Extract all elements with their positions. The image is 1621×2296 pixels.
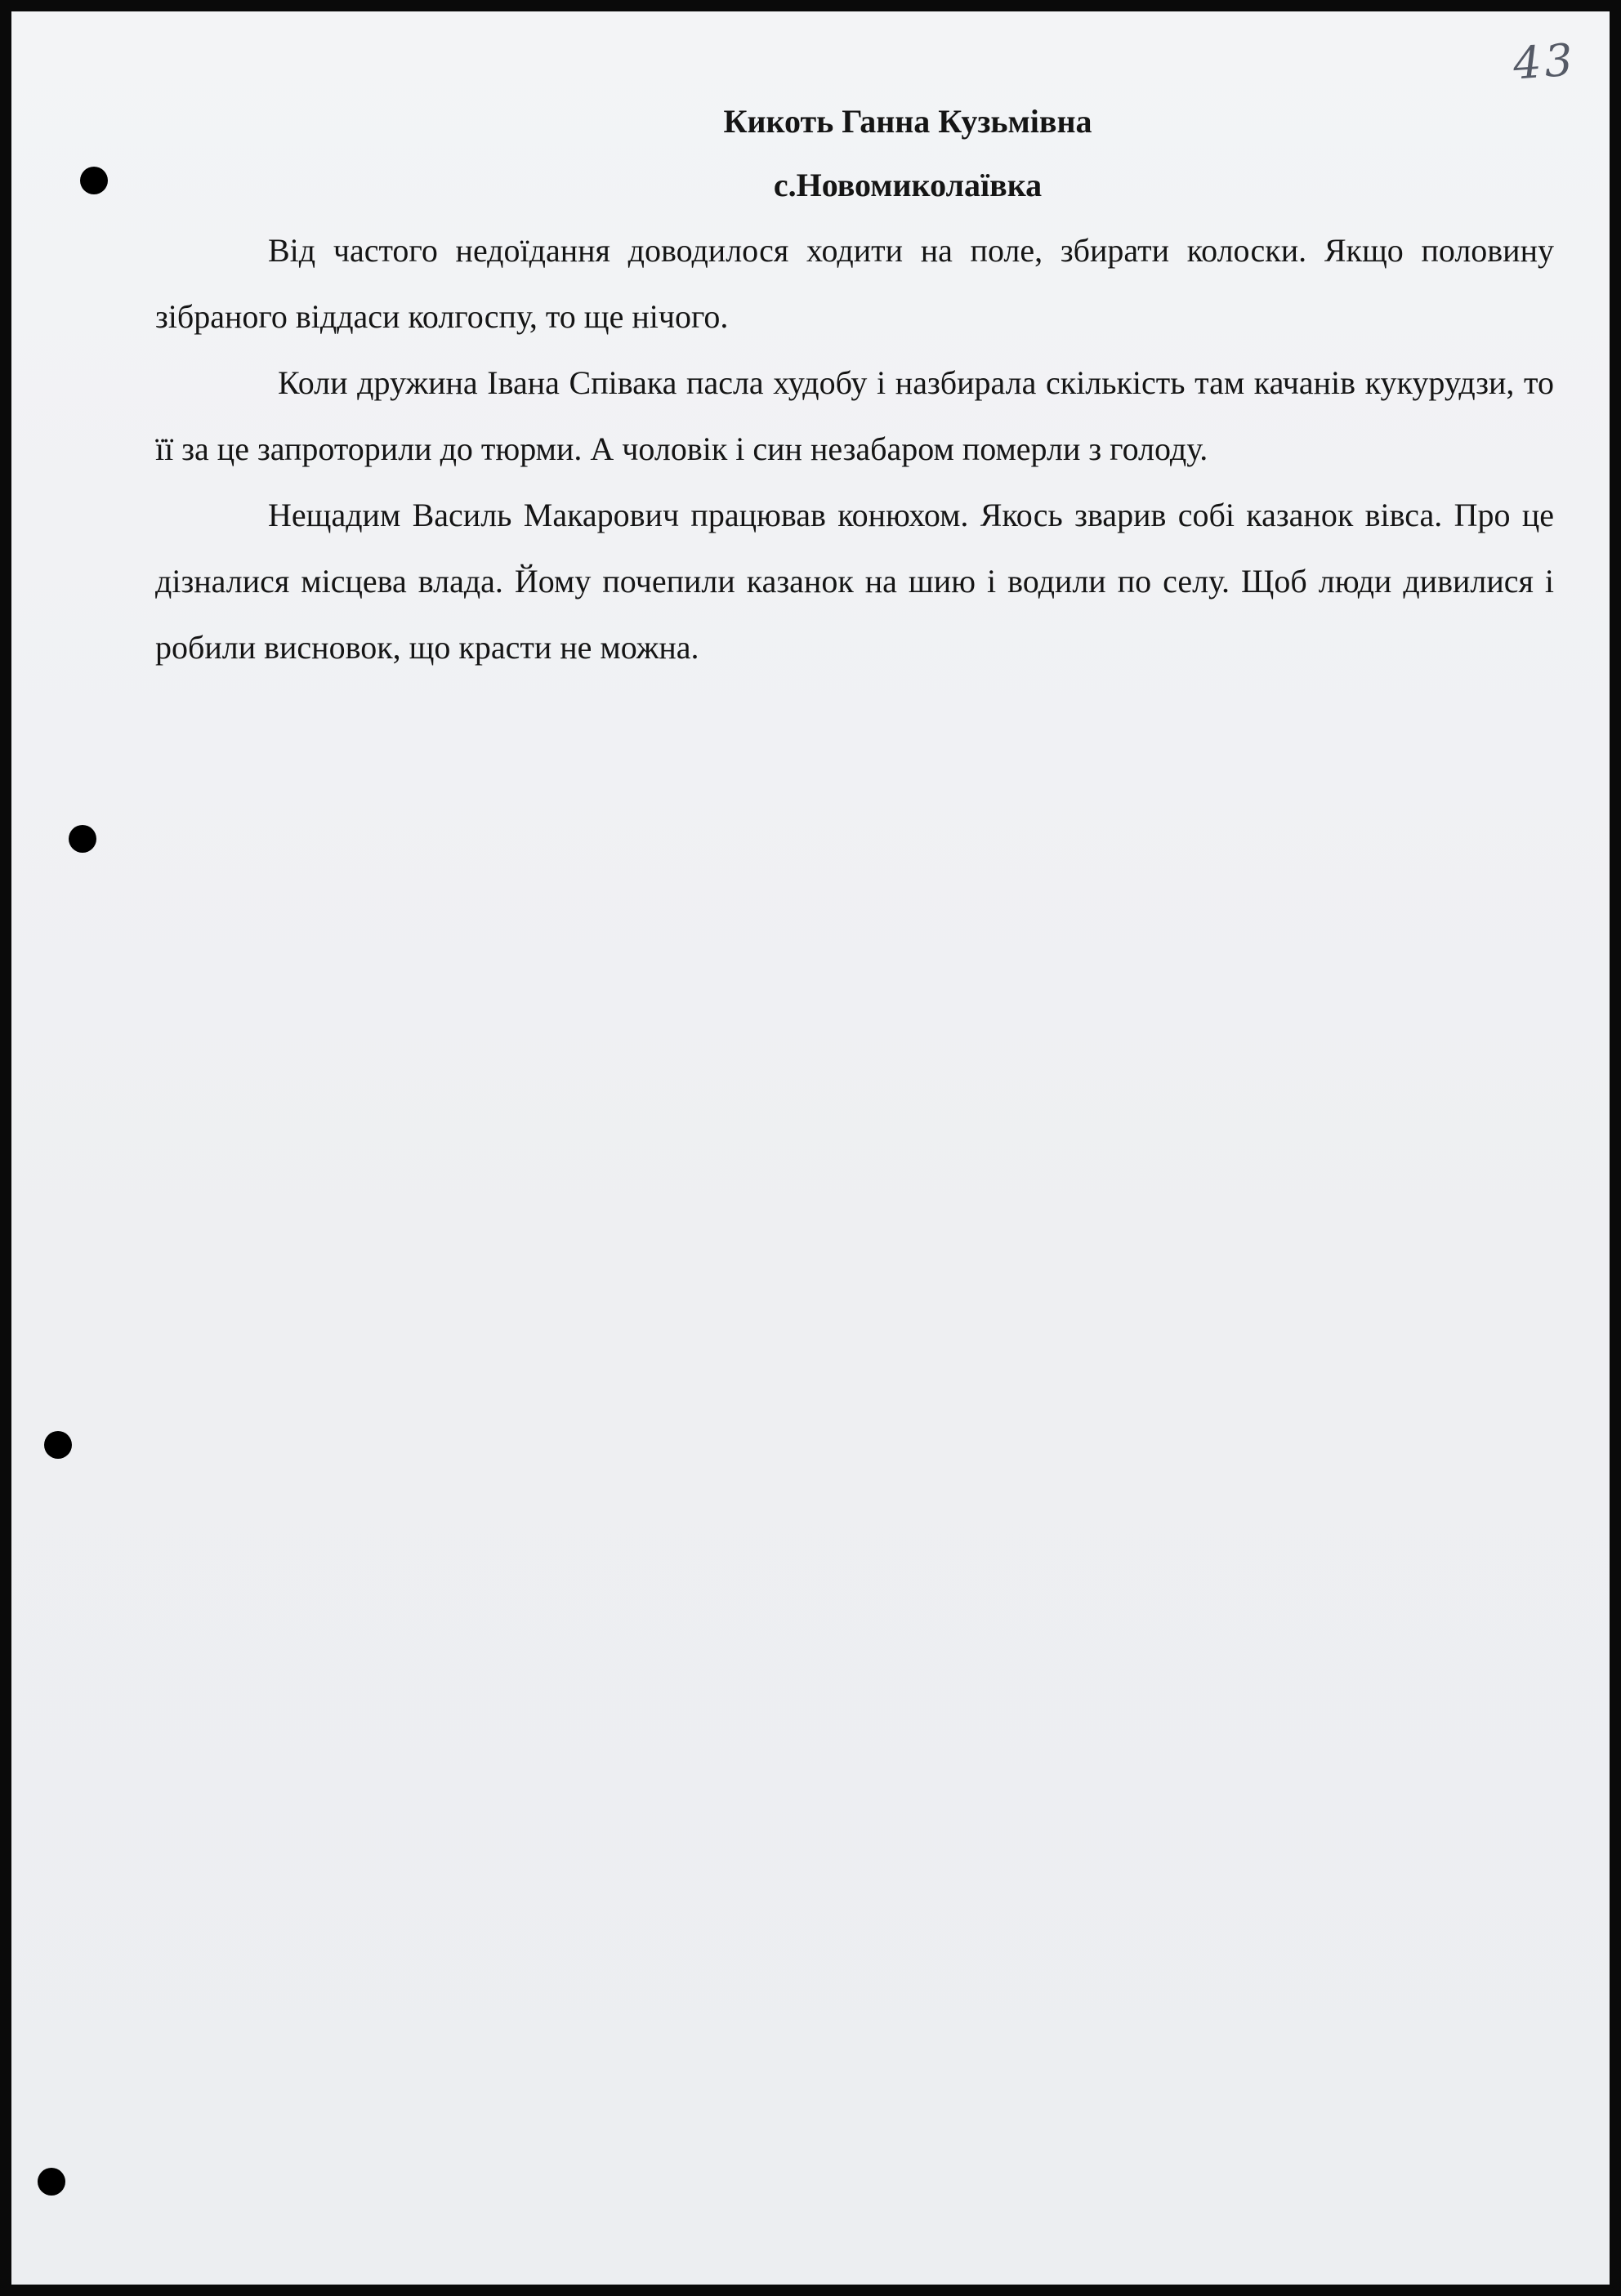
village-name: с.Новомиколаївка: [773, 167, 1043, 203]
person-name: Кикоть Ганна Кузьмівна: [723, 103, 1092, 140]
document-page: [11, 11, 1610, 2285]
punch-hole: [44, 1431, 72, 1459]
document-body: [155, 90, 1554, 680]
handwritten-page-number: 43: [1511, 33, 1578, 90]
punch-hole: [38, 2168, 65, 2196]
punch-hole: [80, 167, 108, 194]
paragraph: Від частого недоїдання доводилося ходити на поле, збирати колоски. Якщо половину зібраного віддаси колгоспу, то ще нічого.: [155, 232, 1554, 335]
paragraph: Коли дружина Івана Співака пасла худобу і назбирала скількість там качанів кукурудзи, то її за це запроторили до тюрми. А чоловік і син незабаром померли з голоду.: [155, 364, 1554, 467]
paragraph: Нещадим Василь Макарович працював конюхом. Якось зварив собі казанок вівса. Про це дізналися місцева влада. Йому почепили казанок на шию і водили по селу. Щоб люди дивилися і робили висновок, що красти не можна.: [155, 497, 1554, 666]
punch-hole: [69, 825, 96, 853]
